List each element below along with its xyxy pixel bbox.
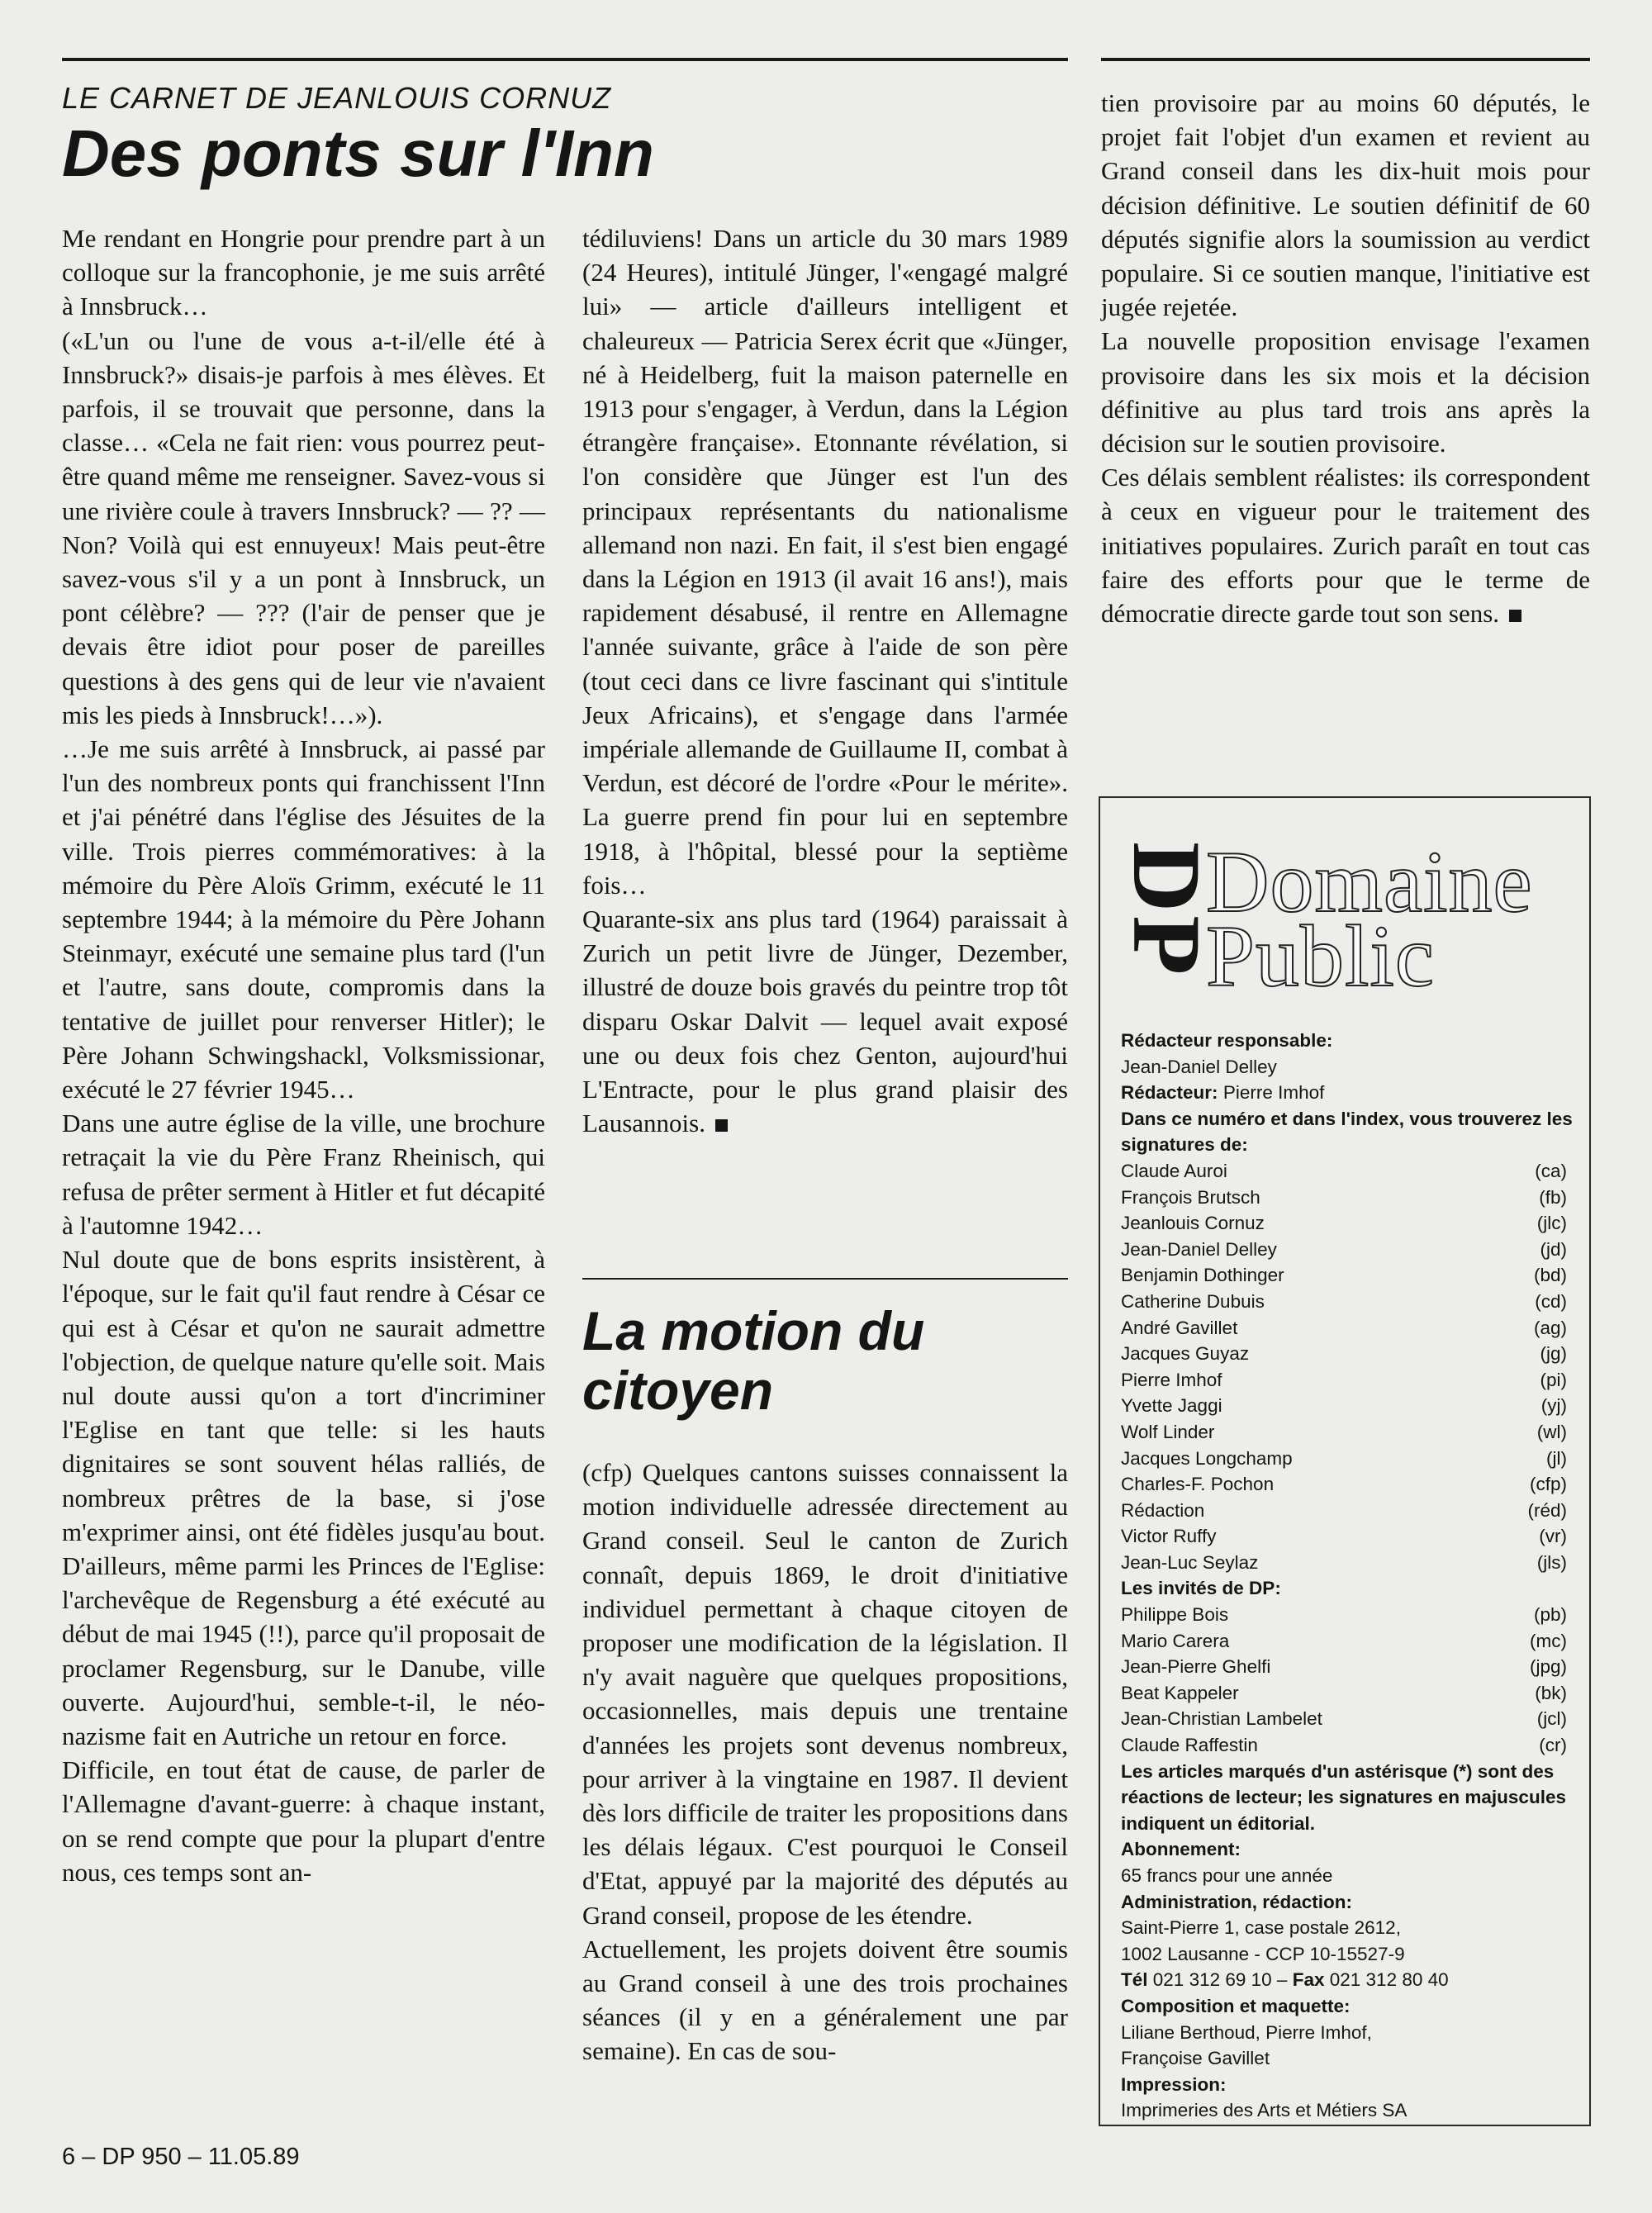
credit-name: Mario Carera xyxy=(1121,1630,1230,1651)
credit-code: (bk) xyxy=(1535,1682,1567,1703)
credit-code: (mc) xyxy=(1530,1630,1567,1651)
credit-code: (jg) xyxy=(1540,1343,1567,1365)
masthead-name-line1: Domaine xyxy=(1206,833,1533,930)
credit-row xyxy=(1121,1289,1575,1315)
credit-value: Jean-Daniel Delley xyxy=(1121,1056,1277,1077)
masthead-box xyxy=(1099,796,1591,2126)
credit-label: Administration, rédaction: xyxy=(1121,1891,1353,1912)
paragraph-text: Quarante-six ans plus tard (1964) paraissait à Zurich un petit livre de Jünger, Dezember, illustré de douze bois gravés du peintre trop tôt disparu Oskar Dalvit — lequel avait exposé une ou deux fois chez Genton, aujourd'hui L'Entracte, pour le plus grand plaisir des Lausannois. xyxy=(582,905,1068,1138)
credit-value: Françoise Gavillet xyxy=(1121,2048,1270,2069)
credit-name: Pierre Imhof xyxy=(1121,1369,1222,1390)
credit-code: (jl) xyxy=(1546,1447,1567,1469)
credit-name: Jeanlouis Cornuz xyxy=(1121,1213,1265,1234)
paragraph-last xyxy=(582,902,1068,1140)
top-rule-left xyxy=(62,58,1068,61)
credit-label: Rédacteur: xyxy=(1121,1082,1218,1104)
credit-code: (ag) xyxy=(1533,1317,1567,1338)
credit-code: (jls) xyxy=(1536,1551,1567,1573)
tel-value: 021 312 69 10 xyxy=(1152,1969,1272,1991)
credit-name: Jean-Pierre Ghelfi xyxy=(1121,1656,1271,1678)
credit-name: Beat Kappeler xyxy=(1121,1682,1239,1703)
credit-code: (wl) xyxy=(1536,1421,1567,1442)
credit-code: (yj) xyxy=(1540,1395,1567,1417)
paragraph-last xyxy=(1101,460,1590,630)
credit-row xyxy=(1121,1680,1575,1707)
credit-row xyxy=(1121,1498,1575,1524)
paragraph: Dans une autre église de la ville, une brochure retraçait la vie du Père Franz Rheinisch, qui refusa de prêter serment à Hitler et fut décapité à l'automne 1942… xyxy=(62,1109,545,1240)
credit-code: (pi) xyxy=(1540,1369,1567,1390)
column-3 xyxy=(1101,86,1590,630)
fax-value: 021 312 80 40 xyxy=(1329,1969,1449,1991)
credit-value: 1002 Lausanne - CCP 10-15527-9 xyxy=(1121,1943,1405,1964)
page-footer: 6 – DP 950 – 11.05.89 xyxy=(62,2144,300,2170)
credit-code: (pb) xyxy=(1533,1604,1567,1626)
credit-code: (jd) xyxy=(1540,1238,1567,1260)
invites-list xyxy=(1121,1602,1575,1759)
column-2-top xyxy=(582,221,1068,1140)
credit-code: (vr) xyxy=(1539,1526,1567,1547)
credit-row xyxy=(1121,1367,1575,1394)
credit-label: Rédacteur responsable: xyxy=(1121,1030,1333,1051)
article-title-motion: La motion du citoyen xyxy=(582,1300,925,1421)
credit-row xyxy=(1121,1315,1575,1342)
credit-row xyxy=(1121,1446,1575,1472)
signatures-intro: Dans ce numéro et dans l'index, vous trouverez les signatures de: xyxy=(1121,1108,1573,1156)
credit-name: Jean-Luc Seylaz xyxy=(1121,1551,1259,1573)
dp-logo-letters: DP xyxy=(1113,842,1221,979)
column-2-bottom xyxy=(582,1456,1068,2068)
credit-code: (réd) xyxy=(1527,1499,1567,1521)
credit-code: (jcl) xyxy=(1536,1708,1567,1730)
phone-line: Tél 021 312 69 10 – Fax 021 312 80 40 xyxy=(1121,1969,1449,1991)
credit-label: Composition et maquette: xyxy=(1121,1995,1351,2016)
credit-code: (jpg) xyxy=(1529,1656,1567,1678)
credit-row xyxy=(1121,1341,1575,1367)
end-mark-icon xyxy=(715,1119,728,1132)
credit-row xyxy=(1121,1185,1575,1211)
credit-label: Impression: xyxy=(1121,2073,1227,2095)
paragraph: tien provisoire par au moins 60 députés, le projet fait l'objet d'un examen et revient au Grand conseil dans les dix-huit mois pour décision définitive. Le soutien définitif de 60 députés signifie alors la soumission au verdict populaire. Si ce soutien manque, l'initiative est jugée rejetée. xyxy=(1101,88,1590,322)
credit-row xyxy=(1121,1471,1575,1498)
credit-row xyxy=(1121,1654,1575,1680)
credit-code: (cd) xyxy=(1535,1290,1567,1312)
section-rule xyxy=(582,1278,1068,1280)
credit-name: André Gavillet xyxy=(1121,1317,1238,1338)
credit-row xyxy=(1121,1523,1575,1550)
paragraph: Difficile, en tout état de cause, de parler de l'Allemagne d'avant-guerre: à chaque instant, on se rend compte que pour la plupart d'entre nous, ces temps sont an- xyxy=(62,1755,545,1887)
credit-name: Victor Ruffy xyxy=(1121,1526,1217,1547)
signatures-list xyxy=(1121,1158,1575,1576)
credit-code: (ca) xyxy=(1535,1160,1567,1181)
credit-name: Jacques Guyaz xyxy=(1121,1343,1250,1365)
credit-row xyxy=(1121,1419,1575,1446)
column-kicker: LE CARNET DE JEANLOUIS CORNUZ xyxy=(62,81,612,115)
credit-name: Wolf Linder xyxy=(1121,1421,1215,1442)
credit-name: Claude Auroi xyxy=(1121,1160,1227,1181)
tel-label: Tél xyxy=(1121,1969,1148,1991)
credit-code: (jlc) xyxy=(1536,1213,1567,1234)
credit-line xyxy=(1121,1080,1575,1106)
credit-name: François Brutsch xyxy=(1121,1186,1260,1208)
credit-name: Jacques Longchamp xyxy=(1121,1447,1293,1469)
paragraph: Actuellement, les projets doivent être soumis au Grand conseil à une des trois prochaines séances (il y en a généralement une par semaine). En cas de sou- xyxy=(582,1934,1068,2066)
credit-row xyxy=(1121,1628,1575,1655)
credit-value: 65 francs pour une année xyxy=(1121,1865,1333,1886)
masthead-name-line2: Public xyxy=(1206,908,1435,1004)
credit-name: Benjamin Dothinger xyxy=(1121,1265,1284,1286)
credit-row xyxy=(1121,1550,1575,1576)
credit-name: Jean-Daniel Delley xyxy=(1121,1238,1277,1260)
credit-name: Jean-Christian Lambelet xyxy=(1121,1708,1322,1730)
credit-value: Saint-Pierre 1, case postale 2612, xyxy=(1121,1917,1401,1939)
credit-value: Imprimeries des Arts et Métiers SA xyxy=(1121,2100,1408,2121)
credit-code: (bd) xyxy=(1533,1265,1567,1286)
credit-name: Claude Raffestin xyxy=(1121,1735,1258,1756)
article-title: Des ponts sur l'Inn xyxy=(62,116,654,190)
credit-row xyxy=(1121,1262,1575,1289)
paragraph: …Je me suis arrêté à Innsbruck, ai passé par l'un des nombreux ponts qui franchissent l'Inn et j'ai pénétré dans l'église des Jésuites de la ville. Trois pierres commémoratives: à la mémoire du Père Aloïs Grimm, exécuté le 11 septembre 1944; à la mémoire du Père Johann Steinmayr, exécuté une semaine plus tard (l'un et l'autre, sans doute, compromis dans la tentative de juillet pour renverser Hitler); le Père Johann Schwingshackl, Volksmissionar, exécuté le 27 février 1945… xyxy=(62,734,545,1104)
credit-name: Philippe Bois xyxy=(1121,1604,1229,1626)
credit-value: Pierre Imhof xyxy=(1222,1082,1325,1104)
fax-label: Fax xyxy=(1292,1969,1325,1991)
credit-code: (fb) xyxy=(1539,1186,1567,1208)
paragraph: Nul doute que de bons esprits insistèrent, à l'époque, sur le fait qu'il faut rendre à César ce qui est à César et qu'on ne saurait admettre l'objection, de quelque nature qu'elle soit. Mais nul doute aussi qu'on a tort d'incriminer l'Eglise en tant que telle: si les hauts dignitaires se sont souvent hélas ralliés, de nombreux prêtres de la base, si j'ose m'exprimer ainsi, ont été fidèles jusqu'au bout. D'ailleurs, même parmi les Princes de l'Eglise: l'archevêque de Regensburg a été exécuté au début de mai 1945 (!!), parce qu'il proposait de proclamer Regensburg, sur le Danube, ville ouverte. Aujourd'hui, semble-t-il, le néo-nazisme fait en Autriche un retour en force. xyxy=(62,1245,545,1750)
dp-logo xyxy=(1113,842,1221,979)
credit-code: (cfp) xyxy=(1530,1474,1567,1495)
top-rule-right xyxy=(1101,58,1590,61)
credit-row xyxy=(1121,1237,1575,1263)
credit-code: (cr) xyxy=(1539,1735,1567,1756)
credit-name: Yvette Jaggi xyxy=(1121,1395,1222,1417)
credit-row xyxy=(1121,1732,1575,1759)
column-1 xyxy=(62,221,545,1889)
credit-row xyxy=(1121,1210,1575,1237)
paragraph: («L'un ou l'une de vous a-t-il/elle été à Innsbruck?» disais-je parfois à mes élèves. Et parfois, il se trouvait que personne, dans la classe… «Cela ne fait rien: vous pourrez peut-être quand même me renseigner. Savez-vous si une rivière coule à travers Innsbruck? — ?? — Non? Voilà qui est ennuyeux! Mais peut-être savez-vous s'il y a un pont à Innsbruck, un pont célèbre? — ??? (l'air de penser que je devais être idiot pour poser de pareilles questions à des gens qui de leur vie n'avaient mis les pieds à Innsbruck!…»). xyxy=(62,325,545,729)
credit-label: Abonnement: xyxy=(1121,1839,1241,1860)
credit-name: Rédaction xyxy=(1121,1499,1205,1521)
credits xyxy=(1121,1028,1575,2124)
credit-row xyxy=(1121,1706,1575,1732)
end-mark-icon xyxy=(1509,610,1521,622)
asterisk-note: Les articles marqués d'un astérisque (*) sont des réactions de lecteur; les signatures en majuscules indiquent un éditorial. xyxy=(1121,1760,1566,1834)
credit-name: Catherine Dubuis xyxy=(1121,1290,1265,1312)
credit-row xyxy=(1121,1602,1575,1628)
credit-value: Liliane Berthoud, Pierre Imhof, xyxy=(1121,2021,1372,2043)
paragraph: tédiluviens! Dans un article du 30 mars 1989 (24 Heures), intitulé Jünger, l'«engagé malgré lui» — article d'ailleurs intelligent et chaleureux — Patricia Serex écrit que «Jünger, né à Heidelberg, fuit la maison paternelle en 1913 pour s'engager, à Verdun, dans la Légion étrangère française». Etonnante révélation, si l'on considère que Jünger est l'un des principaux représentants du nationalisme allemand non nazi. En fait, il s'est bien engagé dans la Légion en 1913 (il avait 16 ans!), mais rapidement désabusé, il rentre en Allemagne l'année suivante, grâce à l'aide de son père (tout ceci dans ce livre fascinant qui s'intitule Jeux Africains), et s'engage dans l'armée impériale allemande de Guillaume II, combat à Verdun, est décoré de l'ordre «Pour le mérite». La guerre prend fin pour lui en septembre 1918, à l'hôpital, blessé pour la septième fois… xyxy=(582,224,1068,900)
paragraph: Me rendant en Hongrie pour prendre part à un colloque sur la francophonie, je me suis arrêté à Innsbruck… xyxy=(62,224,545,321)
credit-row xyxy=(1121,1393,1575,1419)
paragraph: (cfp) Quelques cantons suisses connaissent la motion individuelle adressée directement au Grand conseil. Seul le canton de Zurich connaît, depuis 1869, le droit d'initiative individuel permettant à chaque citoyen de proposer une modification de la législation. Il n'y avait naguère que quelques propositions, occasionnelles, mais depuis une trentaine d'années les projets sont devenus nombreux, pour arriver à la vingtaine en 1987. Il devient dès lors difficile de traiter les propositions dans les délais légaux. C'est pourquoi le Conseil d'Etat, appuyé par la majorité des députés au Grand conseil, propose de les étendre. xyxy=(582,1458,1068,1930)
paragraph-text: Ces délais semblent réalistes: ils correspondent à ceux en vigueur pour le traitement des initiatives populaires. Zurich paraît en tout cas faire des efforts pour que le terme de démocratie directe garde tout son sens. xyxy=(1101,463,1590,629)
invites-label: Les invités de DP: xyxy=(1121,1578,1281,1599)
paragraph: La nouvelle proposition envisage l'examen provisoire dans les six mois et la décision définitive au plus tard trois ans après la décision sur le soutien provisoire. xyxy=(1101,326,1590,458)
credit-name: Charles-F. Pochon xyxy=(1121,1474,1275,1495)
credit-row xyxy=(1121,1158,1575,1185)
